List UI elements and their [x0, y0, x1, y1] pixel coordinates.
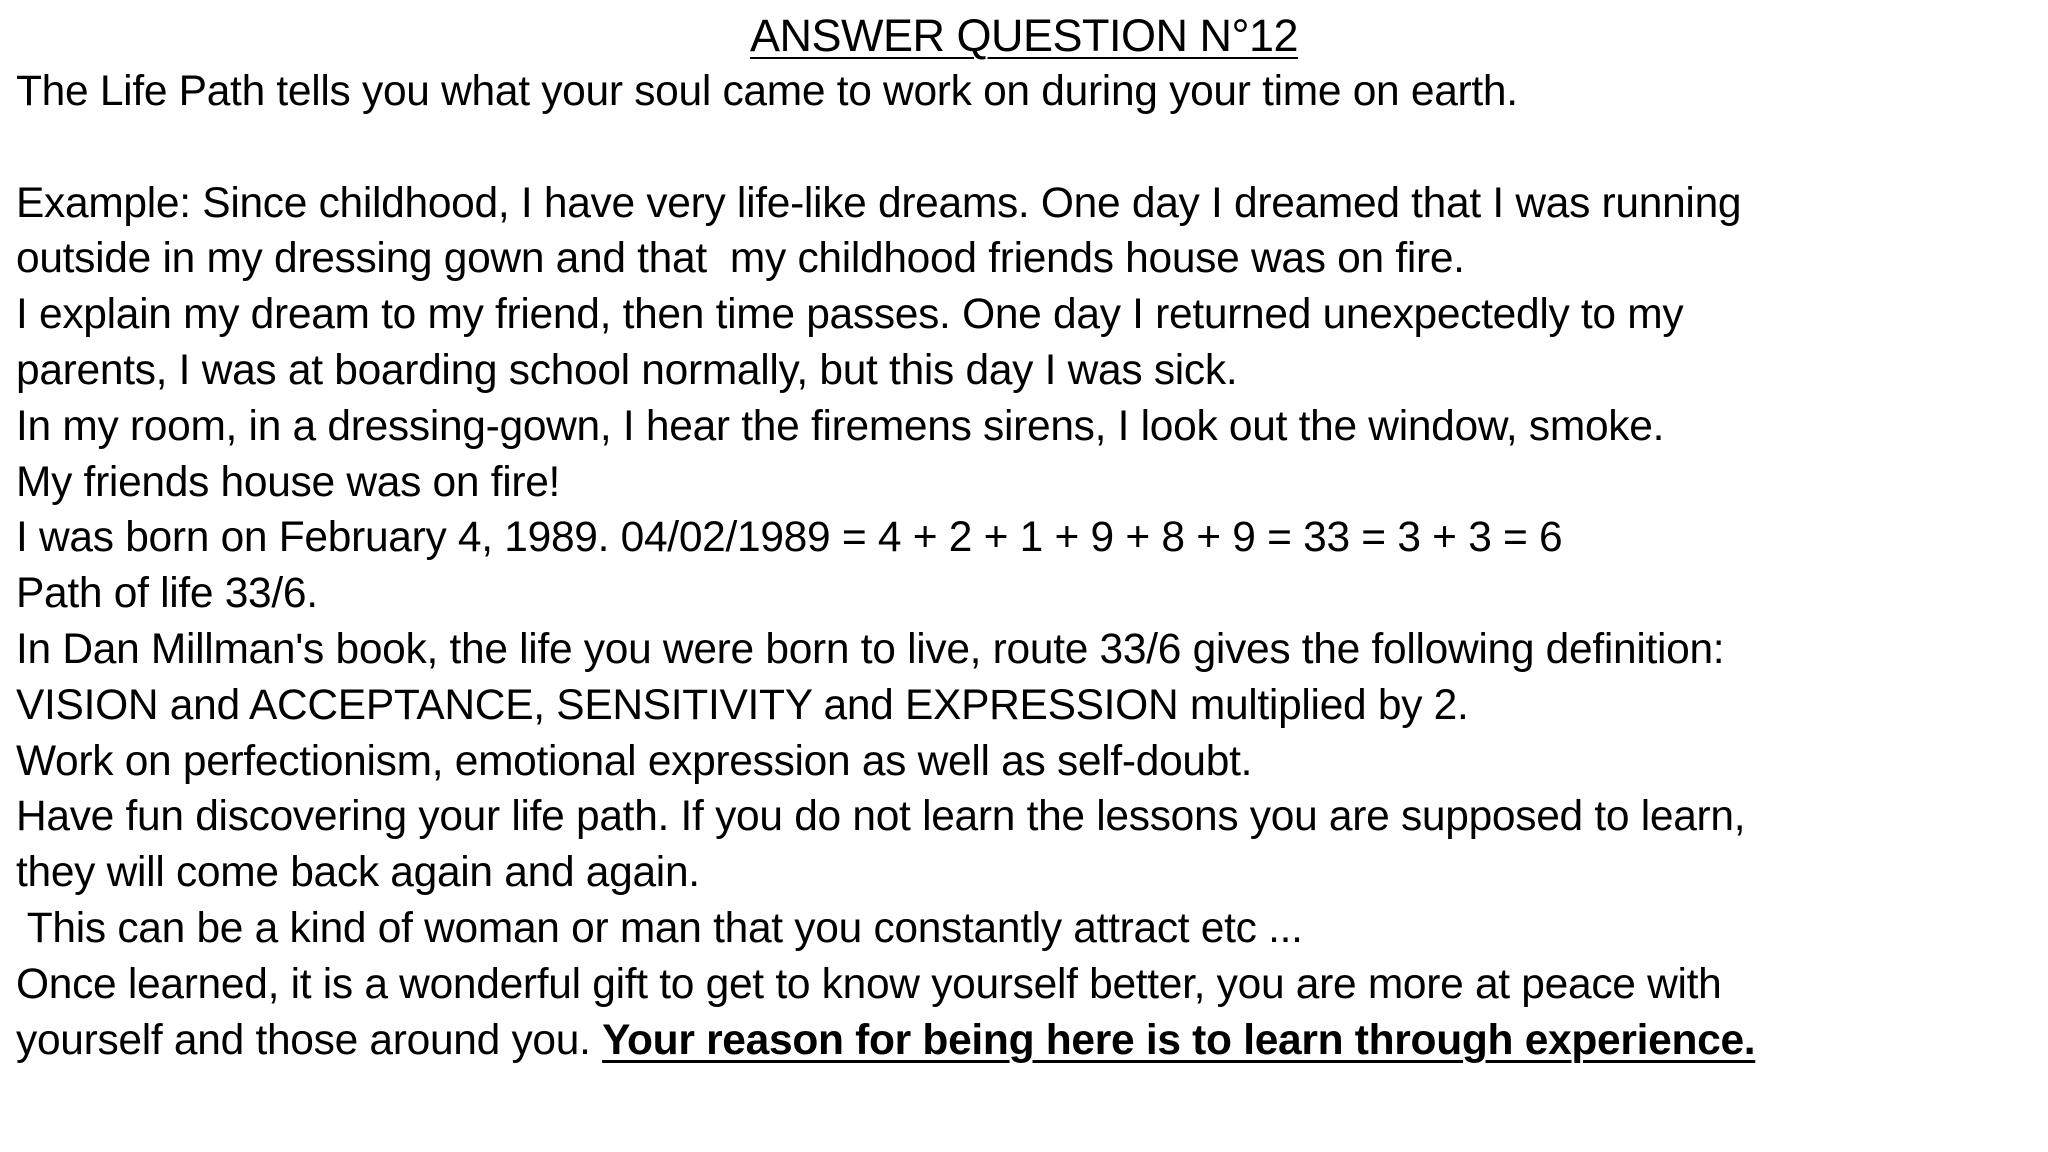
text-line: parents, I was at boarding school normally, but this day I was sick. [16, 346, 1238, 394]
text-line: In my room, in a dressing-gown, I hear the firemens sirens, I look out the window, smoke. [16, 402, 1665, 450]
slide-title-text: ANSWER QUESTION N°12 [749, 10, 1299, 61]
text-line: I explain my dream to my friend, then time passes. One day I returned unexpectedly to my [16, 291, 1684, 339]
slide-body [16, 64, 2036, 1068]
text-line: Work on perfectionism, emotional expression as well as self-doubt. [16, 737, 1253, 785]
final-line-plain: yourself and those around you. [16, 1016, 603, 1064]
conclusion-emphasis: Your reason for being here is to learn through experience. [602, 1016, 1756, 1064]
text-line: I was born on February 4, 1989. 04/02/1989 = 4 + 2 + 1 + 9 + 8 + 9 = 33 = 3 + 3 = 6 [16, 514, 1563, 562]
text-line: This can be a kind of woman or man that you constantly attract etc ... [16, 904, 1303, 952]
text-line: Example: Since childhood, I have very life-like dreams. One day I dreamed that I was running [16, 179, 1742, 227]
blank-line [16, 120, 2036, 176]
slide-title [0, 8, 2048, 64]
text-line: My friends house was on fire! [16, 458, 561, 506]
text-line: Path of life 33/6. [16, 570, 318, 618]
text-line: outside in my dressing gown and that my childhood friends house was on fire. [16, 235, 1465, 283]
text-line: Have fun discovering your life path. If you do not learn the lessons you are supposed to learn, [16, 793, 1746, 841]
final-line [16, 1013, 2036, 1069]
text-line: In Dan Millman's book, the life you were born to live, route 33/6 gives the following definition: [16, 625, 1725, 673]
text-line: they will come back again and again. [16, 849, 700, 897]
text-line: VISION and ACCEPTANCE, SENSITIVITY and EXPRESSION multiplied by 2. [16, 681, 1469, 729]
text-line: The Life Path tells you what your soul came to work on during your time on earth. [16, 68, 1518, 115]
text-line: Once learned, it is a wonderful gift to get to know yourself better, you are more at peace with [16, 960, 1722, 1008]
